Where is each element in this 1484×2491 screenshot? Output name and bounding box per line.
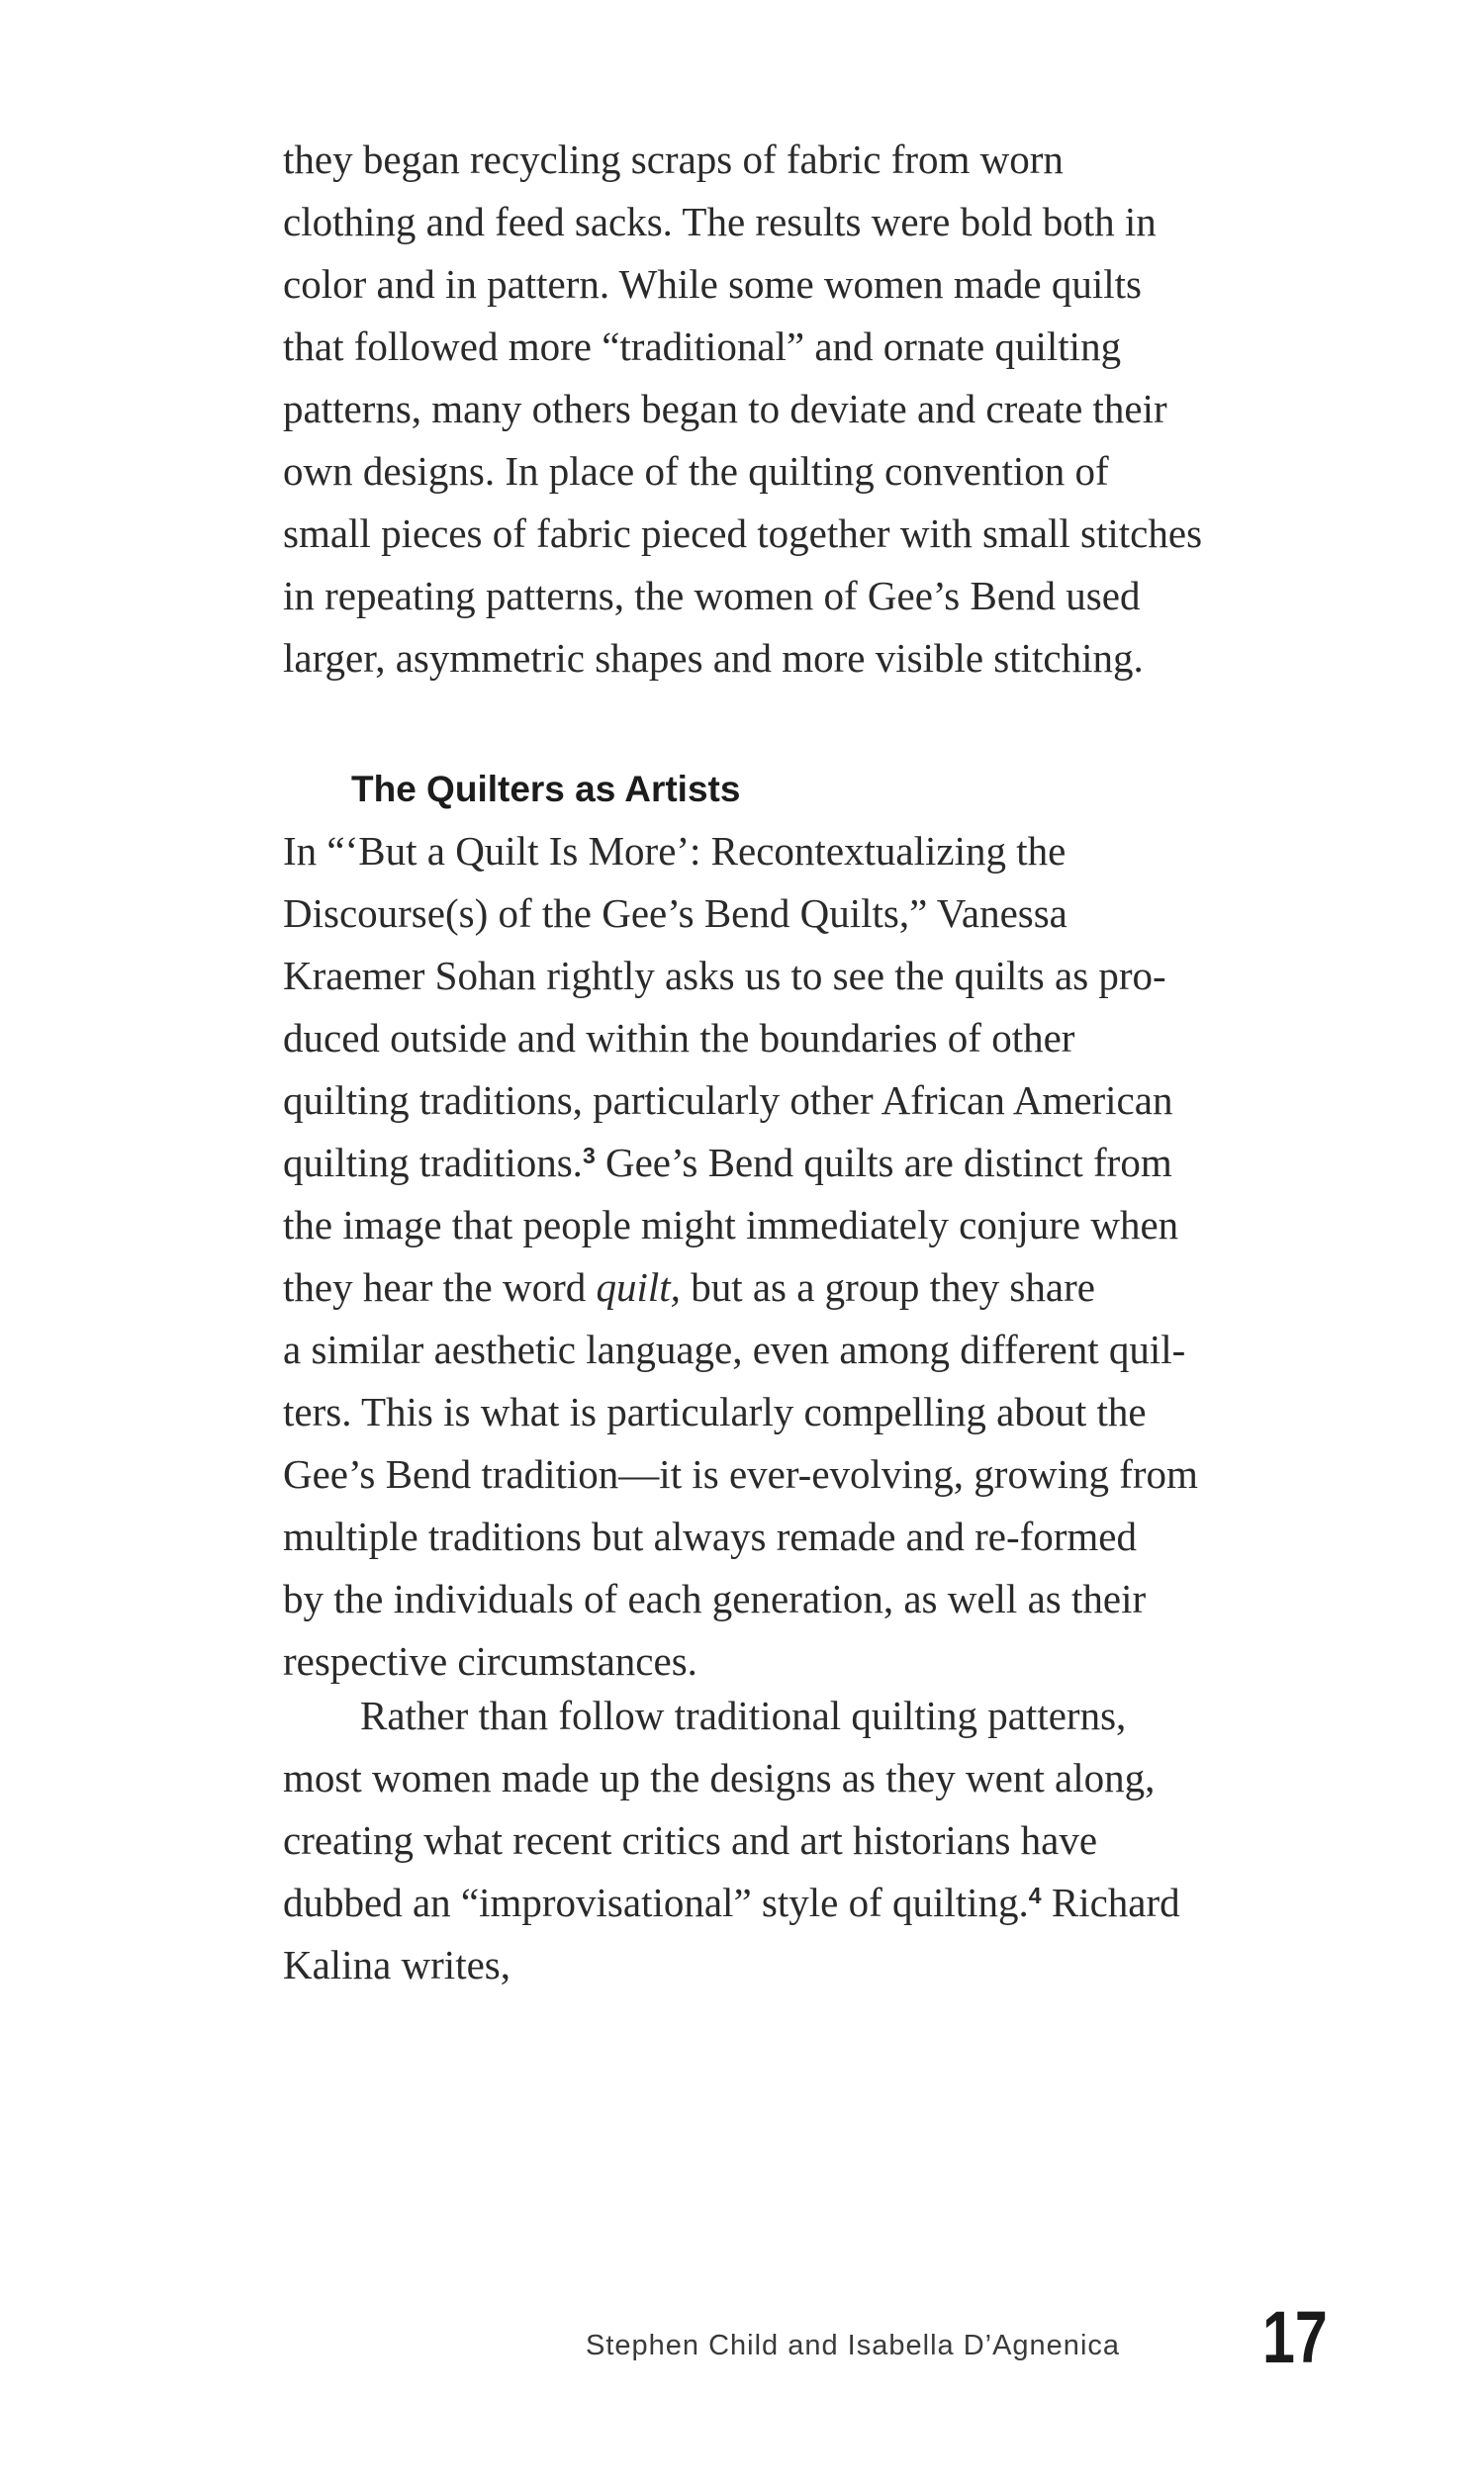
text-line: patterns, many others began to deviate and create their [283,386,1167,431]
text-line: in repeating patterns, the women of Gee’s Bend used [283,573,1141,618]
text-line: own designs. In place of the quilting convention of [283,448,1109,494]
text-line: Discourse(s) of the Gee’s Bend Quilts,” Vanessa [283,890,1067,936]
text-line: respective circumstances. [283,1638,697,1684]
running-footer-authors: Stephen Child and Isabella D’Agnenica [586,2330,1121,2361]
text-line: small pieces of fabric pieced together with small stitches [283,510,1203,556]
text-line: most women made up the designs as they went along, [283,1755,1156,1800]
italic-term: quilt, [596,1264,681,1310]
text-line: they began recycling scraps of fabric from worn [283,137,1064,182]
text-line: Rather than follow traditional quilting patterns, [360,1693,1127,1738]
text-line: a similar aesthetic language, even among different quil- [283,1327,1186,1372]
text-line: that followed more “traditional” and ornate quilting [283,323,1122,369]
text-line: Kalina writes, [283,1942,510,1987]
text-segment: quilting traditions. [283,1140,583,1185]
text-segment: dubbed an “improvisational” style of quilting. [283,1880,1029,1925]
section-heading: The Quilters as Artists [351,769,741,809]
text-line: ters. This is what is particularly compelling about the [283,1389,1147,1434]
text-segment: they hear the word [283,1264,597,1310]
body-paragraph-1 [283,129,1332,690]
text-line [283,1872,1332,1934]
text-line: larger, asymmetric shapes and more visible stitching. [283,635,1144,681]
text-line [283,1256,1332,1319]
text-line: quilting traditions, particularly other African American [283,1077,1173,1123]
text-line: creating what recent critics and art historians have [283,1817,1098,1863]
body-paragraph-2 [283,820,1332,1693]
footnote-marker: 4 [1028,1883,1042,1908]
text-line: clothing and feed sacks. The results were bold both in [283,199,1157,244]
text-line: color and in pattern. While some women made quilts [283,261,1143,307]
text-segment: Richard [1041,1880,1180,1925]
text-line: the image that people might immediately conjure when [283,1202,1179,1247]
text-line: Kraemer Sohan rightly asks us to see the quilts as pro- [283,953,1166,998]
footnote-marker: 3 [582,1143,596,1168]
text-line: Gee’s Bend tradition—it is ever-evolving, growing from [283,1451,1198,1497]
text-line: by the individuals of each generation, as well as their [283,1576,1147,1621]
body-paragraph-3 [283,1685,1332,1996]
text-line: multiple traditions but always remade and re-formed [283,1514,1138,1559]
page-number: 17 [1262,2296,1328,2378]
text-segment: Gee’s Bend quilts are distinct from [595,1140,1172,1185]
text-line: duced outside and within the boundaries of other [283,1015,1075,1061]
text-line [283,1132,1332,1194]
text-line: In “‘But a Quilt Is More’: Recontextualizing the [283,828,1067,874]
text-segment: but as a group they share [680,1264,1095,1310]
